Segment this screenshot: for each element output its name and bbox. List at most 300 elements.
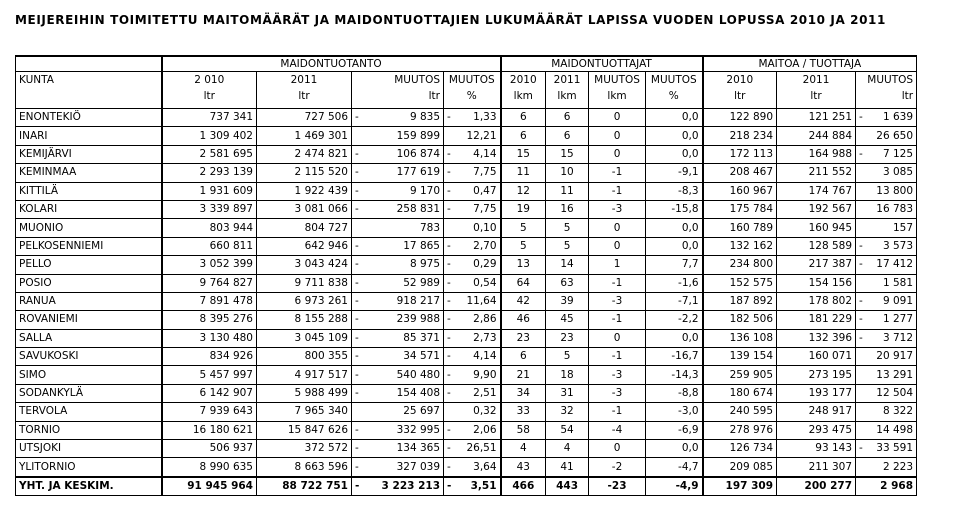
table-row (16, 109, 917, 127)
table-row (16, 127, 917, 145)
cell-value: 1 469 301 (294, 129, 348, 142)
cell-pp-change (856, 292, 917, 310)
minus-sign: - (447, 368, 451, 381)
total-row (16, 477, 917, 496)
cell-cnt-2010 (501, 145, 546, 163)
cell-value: 211 552 (808, 166, 853, 179)
cell-value: 157 (893, 221, 914, 234)
cell-prod-change (352, 366, 444, 384)
cell-cnt-2010 (501, 200, 546, 218)
cell-cnt-2010 (501, 109, 546, 127)
cell-cnt-change-pct (646, 256, 703, 274)
cell-prod-change (352, 421, 444, 439)
cell-kunta (16, 329, 162, 347)
cell-value: -1 (611, 166, 623, 179)
cell-cnt-change (589, 421, 646, 439)
cell-prod-change (352, 200, 444, 218)
cell-pp-change (856, 384, 917, 402)
cell-value: 181 229 (808, 313, 853, 326)
cell-prod-2011 (257, 145, 352, 163)
cell-value: 16 (560, 203, 574, 216)
cell-cnt-change-pct (646, 421, 703, 439)
cell-pp-2011 (777, 219, 856, 237)
cell-cnt-2011 (546, 182, 589, 200)
cell-prod-2011 (257, 292, 352, 310)
cell-value: 217 387 (808, 258, 853, 271)
minus-sign: - (355, 295, 359, 308)
cell-pp-2011 (777, 329, 856, 347)
cell-pp-change (856, 237, 917, 255)
cell-value: 727 506 (304, 111, 348, 124)
cell-prod-change-pct (444, 421, 501, 439)
cell-prod-2010 (162, 237, 257, 255)
cell-value: -15,8 (671, 203, 699, 216)
cell-value: -1,6 (678, 276, 699, 289)
cell-pp-change (856, 440, 917, 458)
cell-value: UTSJOKI (19, 442, 62, 455)
cell-cnt-2011 (546, 421, 589, 439)
cell-value: 132 396 (808, 331, 853, 344)
cell-prod-change (352, 384, 444, 402)
cell-value: 21 (516, 368, 530, 381)
cell-prod-change (352, 274, 444, 292)
cell-value: 1 309 402 (199, 129, 253, 142)
cell-value: 5 (563, 350, 571, 363)
cell-value: -3 (611, 387, 623, 400)
cell-cnt-2011 (546, 292, 589, 310)
cell-pp-change (856, 219, 917, 237)
cell-cnt-change-pct (646, 440, 703, 458)
cell-cnt-2010 (501, 421, 546, 439)
cell-value: 3 339 897 (199, 203, 253, 216)
cell-value: -6,9 (678, 423, 699, 436)
cell-pp-2011 (777, 421, 856, 439)
cell-cnt-change-pct (646, 200, 703, 218)
cell-value: 85 371 (403, 331, 440, 344)
cell-prod-change (352, 458, 444, 477)
cell-value: -8,3 (678, 184, 699, 197)
cell-value: 327 039 (396, 460, 440, 473)
cell-value: 2,86 (473, 313, 497, 326)
cell-value: 5 457 997 (199, 368, 253, 381)
cell-prod-change-pct (444, 403, 501, 421)
cell-prod-change-pct (444, 348, 501, 366)
cell-pp-change (856, 421, 917, 439)
table-row (16, 274, 917, 292)
cell-value: 5 (519, 221, 527, 234)
cell-value: 244 884 (808, 129, 853, 142)
cell-cnt-2010 (501, 164, 546, 182)
cell-pp-2011 (777, 109, 856, 127)
cell-value: 218 234 (729, 129, 774, 142)
cell-cnt-2011 (546, 403, 589, 421)
cell-prod-change-pct (444, 145, 501, 163)
cell-pp-2010 (703, 403, 777, 421)
minus-sign: - (447, 184, 451, 197)
cell-value: SODANKYLÄ (19, 387, 84, 400)
cell-pp-2011 (777, 237, 856, 255)
cell-pp-2011 (777, 403, 856, 421)
cell-value: 11 (516, 166, 530, 179)
cell-cnt-change (589, 311, 646, 329)
cell-pp-2010 (703, 274, 777, 292)
cell-value: 197 309 (725, 480, 774, 492)
cell-value: 11 (560, 184, 574, 197)
cell-pp-change (856, 182, 917, 200)
table-row (16, 421, 917, 439)
cell-value: 106 874 (396, 147, 440, 160)
cell-pp-change (856, 348, 917, 366)
cell-value: 200 277 (804, 480, 853, 492)
cell-pp-2011 (777, 311, 856, 329)
cell-pp-2010 (703, 311, 777, 329)
cell-cnt-2011 (546, 458, 589, 477)
cell-prod-change (352, 109, 444, 127)
minus-sign: - (447, 111, 451, 124)
cell-kunta (16, 109, 162, 127)
cell-value: 2 968 (880, 480, 914, 492)
cell-cnt-change (589, 127, 646, 145)
cell-value: 4,14 (473, 350, 497, 363)
cell-prod-change-pct (444, 384, 501, 402)
cell-value: 17 412 (876, 258, 914, 271)
cell-kunta (16, 348, 162, 366)
col-header-kunta: KUNTA (16, 72, 162, 109)
cell-value: 34 571 (403, 350, 440, 363)
cell-kunta (16, 292, 162, 310)
table-row (16, 440, 917, 458)
cell-value: 0 (613, 442, 621, 455)
cell-value: 0 (613, 129, 621, 142)
cell-value: 1 639 (882, 111, 914, 124)
col-header-prod-2011: 2011 ltr (257, 72, 352, 109)
cell-value: 0,0 (681, 221, 699, 234)
cell-cnt-2010 (501, 311, 546, 329)
cell-value: 10 (560, 166, 574, 179)
cell-pp-2010 (703, 366, 777, 384)
cell-value: 4,14 (473, 147, 497, 160)
cell-prod-2011 (257, 274, 352, 292)
cell-pp-2010 (703, 237, 777, 255)
cell-value: 0 (613, 239, 621, 252)
cell-cnt-2011 (546, 329, 589, 347)
minus-sign: - (355, 276, 359, 289)
cell-value: 1 922 439 (294, 184, 348, 197)
cell-prod-2010 (162, 200, 257, 218)
cell-cnt-2010 (501, 329, 546, 347)
cell-value: YHT. JA KESKIM. (19, 480, 114, 492)
cell-cnt-2010 (501, 384, 546, 402)
cell-prod-2011 (257, 200, 352, 218)
cell-prod-change (352, 219, 444, 237)
cell-kunta (16, 274, 162, 292)
cell-pp-2011 (777, 127, 856, 145)
table-row (16, 256, 917, 274)
cell-prod-change-pct (444, 366, 501, 384)
cell-prod-change (352, 440, 444, 458)
cell-prod-2011 (257, 127, 352, 145)
cell-value: 15 847 626 (287, 423, 348, 436)
header-corner (16, 56, 162, 72)
cell-cnt-2010 (501, 292, 546, 310)
cell-value: 2 115 520 (294, 166, 348, 179)
cell-value: 193 177 (808, 387, 853, 400)
cell-value: 8 395 276 (199, 313, 253, 326)
cell-value: 506 937 (209, 442, 253, 455)
cell-kunta (16, 127, 162, 145)
cell-value: -4,9 (675, 480, 699, 492)
cell-cnt-change-pct (646, 292, 703, 310)
cell-prod-2010 (162, 274, 257, 292)
cell-value: 192 567 (808, 203, 853, 216)
cell-prod-2010 (162, 440, 257, 458)
cell-value: -1 (611, 313, 623, 326)
cell-value: 443 (556, 480, 578, 492)
minus-sign: - (355, 331, 359, 344)
cell-pp-2011 (777, 145, 856, 163)
cell-value: 8 990 635 (199, 460, 253, 473)
cell-value: KEMIJÄRVI (19, 147, 72, 160)
cell-value: 154 408 (396, 387, 440, 400)
cell-value: 209 085 (729, 460, 774, 473)
cell-pp-change (856, 145, 917, 163)
col-header-prod-change: MUUTOS ltr (352, 72, 444, 109)
cell-value: 0,10 (473, 221, 497, 234)
cell-value: 19 (516, 203, 530, 216)
cell-value: 13 (516, 258, 530, 271)
cell-prod-2010 (162, 421, 257, 439)
minus-sign: - (355, 203, 359, 216)
cell-cnt-2011 (546, 200, 589, 218)
cell-pp-2011 (777, 458, 856, 477)
cell-value: 3,51 (470, 480, 497, 492)
cell-value: 23 (516, 331, 530, 344)
cell-kunta (16, 200, 162, 218)
cell-value: 3,64 (473, 460, 497, 473)
minus-sign: - (859, 313, 863, 326)
cell-kunta (16, 440, 162, 458)
cell-prod-2011 (257, 440, 352, 458)
cell-value: TORNIO (19, 423, 61, 436)
cell-pp-change (856, 109, 917, 127)
cell-cnt-change-pct (646, 237, 703, 255)
cell-pp-2010 (703, 256, 777, 274)
cell-value: 174 767 (808, 184, 853, 197)
cell-value: -2,2 (678, 313, 699, 326)
cell-value: 642 946 (304, 239, 348, 252)
cell-prod-2011 (257, 421, 352, 439)
cell-value: 6 (519, 129, 527, 142)
cell-prod-change-pct (444, 164, 501, 182)
cell-pp-change (856, 403, 917, 421)
cell-value: 54 (560, 423, 574, 436)
cell-cnt-2011 (546, 127, 589, 145)
table-row (16, 311, 917, 329)
cell-cnt-change (589, 366, 646, 384)
cell-value: 7,7 (681, 258, 699, 271)
cell-pp-2011 (777, 256, 856, 274)
cell-value: -3 (611, 295, 623, 308)
cell-value: 332 995 (396, 423, 440, 436)
minus-sign: - (447, 239, 451, 252)
cell-value: 211 307 (808, 460, 853, 473)
cell-pp-2011 (777, 274, 856, 292)
cell-value: 660 811 (209, 239, 253, 252)
cell-prod-change-pct (444, 274, 501, 292)
cell-value: -8,8 (678, 387, 699, 400)
cell-value: 540 480 (396, 368, 440, 381)
col-header-pp-2010: 2010 ltr (703, 72, 777, 109)
cell-cnt-change (589, 329, 646, 347)
cell-value: 3 712 (882, 331, 914, 344)
cell-value: 0 (613, 221, 621, 234)
cell-value: 800 355 (304, 350, 348, 363)
cell-kunta (16, 145, 162, 163)
cell-value: 0,0 (681, 239, 699, 252)
cell-cnt-change-pct (646, 384, 703, 402)
cell-cnt-change-pct (646, 219, 703, 237)
cell-cnt-2011 (546, 145, 589, 163)
minus-sign: - (355, 350, 359, 363)
cell-cnt-change (589, 219, 646, 237)
cell-value: 258 831 (396, 203, 440, 216)
cell-kunta (16, 182, 162, 200)
cell-prod-2010 (162, 182, 257, 200)
cell-value: 0,0 (681, 331, 699, 344)
minus-sign: - (355, 147, 359, 160)
cell-value: -1 (611, 184, 623, 197)
cell-value: 6 142 907 (199, 387, 253, 400)
cell-prod-2010 (162, 384, 257, 402)
minus-sign: - (859, 331, 863, 344)
cell-prod-change (352, 164, 444, 182)
cell-value: 0,47 (473, 184, 497, 197)
cell-prod-change-pct (444, 440, 501, 458)
cell-kunta (16, 421, 162, 439)
minus-sign: - (859, 258, 863, 271)
cell-pp-2010 (703, 164, 777, 182)
cell-value: -7,1 (678, 295, 699, 308)
minus-sign: - (859, 442, 863, 455)
cell-prod-change-pct (444, 292, 501, 310)
cell-value: 0,0 (681, 442, 699, 455)
cell-cnt-change-pct (646, 311, 703, 329)
cell-value: 0,54 (473, 276, 497, 289)
cell-kunta (16, 366, 162, 384)
cell-prod-2011 (257, 256, 352, 274)
minus-sign: - (355, 258, 359, 271)
cell-kunta (16, 477, 162, 496)
cell-value: 136 108 (729, 331, 774, 344)
cell-value: 2 293 139 (199, 166, 253, 179)
cell-prod-change (352, 145, 444, 163)
cell-value: 13 291 (876, 368, 914, 381)
cell-value: 9,90 (473, 368, 497, 381)
cell-cnt-change (589, 458, 646, 477)
minus-sign: - (447, 276, 451, 289)
minus-sign: - (447, 350, 451, 363)
cell-value: 6 (519, 111, 527, 124)
cell-cnt-change (589, 292, 646, 310)
cell-pp-2010 (703, 384, 777, 402)
cell-value: 5 (563, 221, 571, 234)
cell-value: PELLO (19, 258, 52, 271)
cell-prod-change (352, 477, 444, 496)
cell-prod-2011 (257, 109, 352, 127)
cell-value: 3 130 480 (199, 331, 253, 344)
cell-prod-2011 (257, 348, 352, 366)
cell-value: 1 (613, 258, 621, 271)
cell-kunta (16, 458, 162, 477)
cell-value: 278 976 (729, 423, 774, 436)
cell-pp-2011 (777, 440, 856, 458)
cell-cnt-2011 (546, 109, 589, 127)
table-row (16, 164, 917, 182)
group-header-production: MAIDONTUOTANTO (162, 56, 501, 72)
cell-value: 834 926 (209, 350, 253, 363)
cell-value: SALLA (19, 331, 53, 344)
cell-value: 14 (560, 258, 574, 271)
cell-value: 2,70 (473, 239, 497, 252)
cell-kunta (16, 311, 162, 329)
cell-value: 7 965 340 (294, 405, 348, 418)
cell-pp-change (856, 311, 917, 329)
cell-cnt-2011 (546, 366, 589, 384)
minus-sign: - (447, 258, 451, 271)
col-header-cnt-2011: 2011 lkm (546, 72, 589, 109)
cell-pp-change (856, 477, 917, 496)
cell-value: 26,51 (466, 442, 497, 455)
cell-value: 1 277 (882, 313, 914, 326)
cell-value: 91 945 964 (187, 480, 253, 492)
cell-pp-2011 (777, 477, 856, 496)
cell-pp-2010 (703, 145, 777, 163)
col-header-pp-change: MUUTOS ltr (856, 72, 917, 109)
cell-cnt-change (589, 348, 646, 366)
cell-cnt-2010 (501, 458, 546, 477)
cell-pp-2011 (777, 164, 856, 182)
table-row (16, 329, 917, 347)
cell-prod-change-pct (444, 109, 501, 127)
cell-value: 5 (563, 239, 571, 252)
cell-value: 18 (560, 368, 574, 381)
cell-cnt-2011 (546, 311, 589, 329)
cell-value: KOLARI (19, 203, 58, 216)
cell-value: 41 (560, 460, 574, 473)
cell-prod-2010 (162, 292, 257, 310)
cell-cnt-change-pct (646, 329, 703, 347)
cell-cnt-change (589, 274, 646, 292)
cell-value: 177 619 (396, 166, 440, 179)
cell-value: 15 (560, 147, 574, 160)
cell-value: 31 (560, 387, 574, 400)
cell-value: 132 162 (729, 239, 774, 252)
cell-value: 3 223 213 (381, 480, 440, 492)
cell-value: 164 988 (808, 147, 853, 160)
cell-prod-change-pct (444, 477, 501, 496)
cell-prod-2011 (257, 164, 352, 182)
minus-sign: - (859, 295, 863, 308)
cell-value: 13 800 (876, 184, 914, 197)
cell-kunta (16, 219, 162, 237)
cell-value: 152 575 (729, 276, 774, 289)
minus-sign: - (447, 423, 451, 436)
cell-value: 6 (563, 129, 571, 142)
cell-pp-change (856, 164, 917, 182)
cell-prod-2011 (257, 237, 352, 255)
cell-prod-2011 (257, 311, 352, 329)
cell-cnt-2011 (546, 164, 589, 182)
